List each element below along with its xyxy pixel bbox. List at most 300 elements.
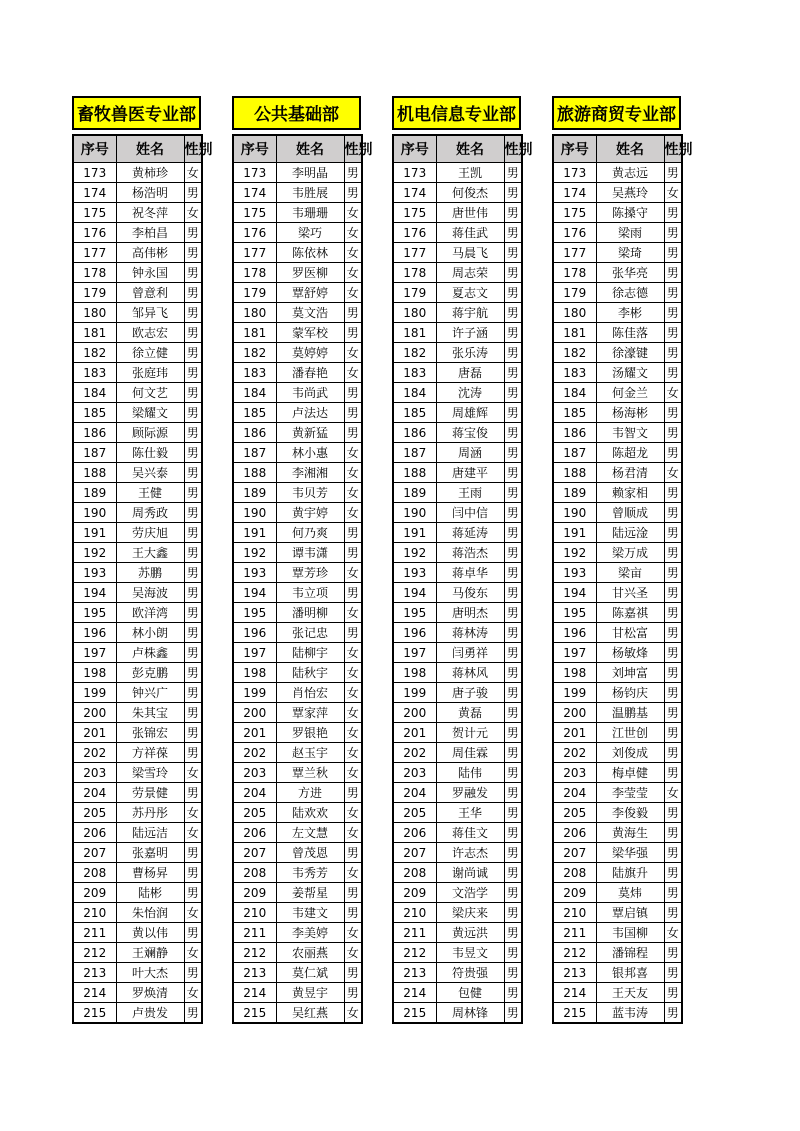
table-row — [233, 183, 362, 203]
table-row — [393, 223, 522, 243]
cell-name: 何乃爽 — [276, 523, 344, 543]
table-row — [233, 603, 362, 623]
cell-name: 夏志文 — [436, 283, 504, 303]
table-row — [553, 963, 682, 983]
table-row — [233, 763, 362, 783]
cell-name: 甘兴圣 — [596, 583, 664, 603]
table-row — [73, 183, 202, 203]
cell-gender: 男 — [504, 443, 522, 463]
cell-seq: 192 — [233, 543, 276, 563]
cell-gender: 男 — [664, 723, 682, 743]
cell-seq: 176 — [233, 223, 276, 243]
cell-seq: 204 — [233, 783, 276, 803]
table-row — [553, 703, 682, 723]
cell-name: 韦建文 — [276, 903, 344, 923]
cell-gender: 男 — [184, 783, 202, 803]
cell-seq: 207 — [553, 843, 596, 863]
dept-block-1 — [72, 96, 213, 1024]
cell-name: 陈嘉祺 — [596, 603, 664, 623]
cell-seq: 191 — [553, 523, 596, 543]
cell-gender: 男 — [664, 683, 682, 703]
cell-gender: 男 — [184, 323, 202, 343]
table-row — [73, 663, 202, 683]
table-row — [73, 463, 202, 483]
table-row — [553, 763, 682, 783]
cell-seq: 175 — [233, 203, 276, 223]
cell-name: 林小惠 — [276, 443, 344, 463]
cell-seq: 190 — [73, 503, 116, 523]
cell-gender: 男 — [184, 403, 202, 423]
cell-seq: 178 — [233, 263, 276, 283]
cell-seq: 204 — [73, 783, 116, 803]
cell-seq: 205 — [553, 803, 596, 823]
table-row — [73, 543, 202, 563]
table-row — [553, 263, 682, 283]
cell-name: 莫文浩 — [276, 303, 344, 323]
table-row — [393, 543, 522, 563]
cell-name: 梁巧 — [276, 223, 344, 243]
cell-name: 黄宇婷 — [276, 503, 344, 523]
cell-seq: 205 — [73, 803, 116, 823]
cell-name: 唐世伟 — [436, 203, 504, 223]
table-row — [393, 823, 522, 843]
cell-name: 杨钧庆 — [596, 683, 664, 703]
cell-name: 李湘湘 — [276, 463, 344, 483]
cell-name: 蒋卓华 — [436, 563, 504, 583]
cell-gender: 男 — [504, 503, 522, 523]
cell-seq: 184 — [73, 383, 116, 403]
cell-seq: 215 — [233, 1003, 276, 1024]
cell-name: 杨浩明 — [116, 183, 184, 203]
cell-name: 刘坤富 — [596, 663, 664, 683]
cell-gender: 男 — [344, 883, 362, 903]
cell-name: 唐子骏 — [436, 683, 504, 703]
cell-seq: 186 — [393, 423, 436, 443]
cell-gender: 男 — [504, 483, 522, 503]
table-row — [233, 823, 362, 843]
dept-title: 公共基础部 — [232, 96, 361, 130]
cell-seq: 177 — [233, 243, 276, 263]
cell-name: 卢法达 — [276, 403, 344, 423]
cell-gender: 男 — [664, 1003, 682, 1024]
table-row — [393, 203, 522, 223]
table-row — [73, 483, 202, 503]
cell-seq: 185 — [233, 403, 276, 423]
cell-gender: 男 — [344, 983, 362, 1003]
cell-gender: 女 — [344, 663, 362, 683]
table-row — [553, 283, 682, 303]
cell-name: 闫勇祥 — [436, 643, 504, 663]
table-row — [233, 363, 362, 383]
cell-seq: 181 — [553, 323, 596, 343]
cell-seq: 209 — [393, 883, 436, 903]
cell-seq: 182 — [233, 343, 276, 363]
table-row — [393, 183, 522, 203]
cell-seq: 208 — [553, 863, 596, 883]
cell-seq: 202 — [393, 743, 436, 763]
cell-seq: 191 — [233, 523, 276, 543]
cell-gender: 男 — [184, 503, 202, 523]
cell-seq: 183 — [393, 363, 436, 383]
cell-gender: 女 — [344, 643, 362, 663]
cell-seq: 193 — [393, 563, 436, 583]
table-row — [553, 523, 682, 543]
table-row — [393, 463, 522, 483]
table-row — [73, 203, 202, 223]
cell-name: 韦尚武 — [276, 383, 344, 403]
cell-seq: 198 — [233, 663, 276, 683]
cell-seq: 207 — [393, 843, 436, 863]
cell-name: 杨敏烽 — [596, 643, 664, 663]
table-row — [393, 303, 522, 323]
cell-seq: 198 — [553, 663, 596, 683]
cell-name: 李莹莹 — [596, 783, 664, 803]
cell-seq: 212 — [393, 943, 436, 963]
cell-seq: 205 — [233, 803, 276, 823]
table-row — [73, 703, 202, 723]
cell-gender: 女 — [344, 923, 362, 943]
cell-seq: 186 — [553, 423, 596, 443]
cell-seq: 199 — [233, 683, 276, 703]
cell-gender: 男 — [504, 563, 522, 583]
table-row — [73, 603, 202, 623]
header-seq: 序号 — [73, 135, 116, 163]
cell-name: 陈依林 — [276, 243, 344, 263]
cell-gender: 男 — [184, 383, 202, 403]
table-row — [393, 943, 522, 963]
table-row — [233, 483, 362, 503]
cell-name: 沈涛 — [436, 383, 504, 403]
cell-seq: 208 — [73, 863, 116, 883]
table-row — [553, 863, 682, 883]
cell-name: 杨君清 — [596, 463, 664, 483]
cell-name: 祝冬萍 — [116, 203, 184, 223]
table-row — [393, 283, 522, 303]
cell-seq: 182 — [393, 343, 436, 363]
cell-seq: 184 — [553, 383, 596, 403]
dept-title: 旅游商贸专业部 — [552, 96, 681, 130]
cell-name: 覃家萍 — [276, 703, 344, 723]
table-row — [393, 403, 522, 423]
cell-seq: 182 — [553, 343, 596, 363]
cell-name: 韦珊珊 — [276, 203, 344, 223]
table-row — [553, 363, 682, 383]
cell-name: 姜帮星 — [276, 883, 344, 903]
cell-gender: 女 — [344, 943, 362, 963]
cell-name: 王凯 — [436, 163, 504, 183]
cell-seq: 189 — [233, 483, 276, 503]
cell-seq: 183 — [233, 363, 276, 383]
cell-gender: 男 — [184, 463, 202, 483]
cell-name: 林小朗 — [116, 623, 184, 643]
cell-name: 覃舒婷 — [276, 283, 344, 303]
table-row — [73, 423, 202, 443]
cell-gender: 男 — [344, 903, 362, 923]
table-row — [553, 343, 682, 363]
cell-name: 银邦喜 — [596, 963, 664, 983]
header-name: 姓名 — [116, 135, 184, 163]
cell-seq: 207 — [233, 843, 276, 863]
table-row — [393, 503, 522, 523]
table-row — [233, 623, 362, 643]
header-gender: 性别 — [664, 135, 682, 163]
cell-seq: 195 — [73, 603, 116, 623]
cell-seq: 199 — [393, 683, 436, 703]
table-row — [553, 943, 682, 963]
cell-seq: 180 — [233, 303, 276, 323]
cell-gender: 男 — [184, 923, 202, 943]
cell-name: 劳景健 — [116, 783, 184, 803]
cell-seq: 201 — [553, 723, 596, 743]
table-row — [233, 303, 362, 323]
table-row — [233, 923, 362, 943]
cell-seq: 187 — [553, 443, 596, 463]
cell-seq: 202 — [553, 743, 596, 763]
table-row — [393, 803, 522, 823]
cell-name: 陈佳落 — [596, 323, 664, 343]
cell-seq: 176 — [73, 223, 116, 243]
dept-block-4 — [552, 96, 693, 1024]
cell-gender: 男 — [184, 223, 202, 243]
cell-seq: 179 — [73, 283, 116, 303]
cell-name: 莫婷婷 — [276, 343, 344, 363]
cell-gender: 男 — [504, 643, 522, 663]
cell-seq: 192 — [393, 543, 436, 563]
cell-gender: 女 — [344, 723, 362, 743]
cell-seq: 199 — [73, 683, 116, 703]
cell-name: 韦胜展 — [276, 183, 344, 203]
cell-name: 钟兴广 — [116, 683, 184, 703]
cell-seq: 185 — [393, 403, 436, 423]
table-row — [73, 383, 202, 403]
table-row — [553, 463, 682, 483]
cell-name: 韦昱文 — [436, 943, 504, 963]
cell-seq: 199 — [553, 683, 596, 703]
table-row — [73, 323, 202, 343]
table-row — [233, 843, 362, 863]
cell-seq: 178 — [73, 263, 116, 283]
cell-seq: 175 — [553, 203, 596, 223]
cell-seq: 174 — [73, 183, 116, 203]
cell-gender: 女 — [344, 703, 362, 723]
cell-gender: 女 — [664, 383, 682, 403]
cell-name: 陆彬 — [116, 883, 184, 903]
cell-name: 邹异飞 — [116, 303, 184, 323]
cell-name: 周雄辉 — [436, 403, 504, 423]
cell-seq: 189 — [553, 483, 596, 503]
cell-gender: 男 — [504, 963, 522, 983]
cell-gender: 男 — [504, 803, 522, 823]
table-row — [233, 223, 362, 243]
cell-seq: 192 — [73, 543, 116, 563]
cell-seq: 186 — [73, 423, 116, 443]
table-row — [553, 803, 682, 823]
cell-seq: 211 — [73, 923, 116, 943]
cell-gender: 男 — [664, 943, 682, 963]
cell-seq: 204 — [553, 783, 596, 803]
table-row — [553, 903, 682, 923]
cell-gender: 男 — [504, 683, 522, 703]
table-row — [73, 843, 202, 863]
cell-gender: 男 — [504, 703, 522, 723]
table-row — [393, 703, 522, 723]
cell-seq: 191 — [73, 523, 116, 543]
cell-seq: 209 — [233, 883, 276, 903]
cell-name: 左文慧 — [276, 823, 344, 843]
table-row — [393, 923, 522, 943]
table-row — [73, 523, 202, 543]
cell-gender: 男 — [344, 383, 362, 403]
cell-gender: 男 — [504, 363, 522, 383]
table-row — [553, 423, 682, 443]
cell-name: 吴燕玲 — [596, 183, 664, 203]
cell-gender: 男 — [664, 583, 682, 603]
cell-gender: 男 — [504, 843, 522, 863]
cell-name: 黄海生 — [596, 823, 664, 843]
cell-seq: 184 — [393, 383, 436, 403]
cell-gender: 男 — [344, 423, 362, 443]
cell-seq: 197 — [393, 643, 436, 663]
cell-name: 黄志远 — [596, 163, 664, 183]
table-row — [553, 403, 682, 423]
cell-seq: 195 — [553, 603, 596, 623]
cell-name: 韦贝芳 — [276, 483, 344, 503]
header-gender: 性别 — [344, 135, 362, 163]
cell-name: 蒋林涛 — [436, 623, 504, 643]
table-row — [233, 583, 362, 603]
cell-name: 许志杰 — [436, 843, 504, 863]
table-row — [73, 583, 202, 603]
cell-seq: 176 — [553, 223, 596, 243]
cell-gender: 女 — [344, 363, 362, 383]
cell-seq: 183 — [553, 363, 596, 383]
cell-name: 张乐涛 — [436, 343, 504, 363]
cell-gender: 男 — [184, 483, 202, 503]
cell-gender: 女 — [344, 563, 362, 583]
cell-gender: 男 — [504, 463, 522, 483]
table-row — [393, 243, 522, 263]
table-row — [233, 903, 362, 923]
cell-seq: 188 — [553, 463, 596, 483]
cell-seq: 211 — [553, 923, 596, 943]
cell-name: 李美婷 — [276, 923, 344, 943]
cell-seq: 173 — [553, 163, 596, 183]
cell-name: 王天友 — [596, 983, 664, 1003]
cell-gender: 男 — [344, 323, 362, 343]
table-row — [73, 743, 202, 763]
cell-seq: 200 — [233, 703, 276, 723]
table-row — [73, 803, 202, 823]
cell-name: 陆欢欢 — [276, 803, 344, 823]
cell-gender: 男 — [664, 823, 682, 843]
cell-gender: 男 — [504, 403, 522, 423]
cell-name: 王华 — [436, 803, 504, 823]
cell-gender: 女 — [184, 803, 202, 823]
cell-seq: 208 — [233, 863, 276, 883]
cell-gender: 男 — [664, 863, 682, 883]
cell-gender: 女 — [184, 203, 202, 223]
table-row — [73, 283, 202, 303]
cell-gender: 男 — [504, 423, 522, 443]
cell-name: 周志荣 — [436, 263, 504, 283]
cell-seq: 194 — [233, 583, 276, 603]
cell-gender: 男 — [504, 283, 522, 303]
cell-gender: 男 — [504, 203, 522, 223]
cell-name: 许子涵 — [436, 323, 504, 343]
table-row — [393, 883, 522, 903]
cell-seq: 208 — [393, 863, 436, 883]
cell-name: 方祥葆 — [116, 743, 184, 763]
cell-name: 谭韦潇 — [276, 543, 344, 563]
cell-name: 梁耀文 — [116, 403, 184, 423]
cell-name: 陈搡守 — [596, 203, 664, 223]
cell-gender: 男 — [344, 543, 362, 563]
cell-gender: 男 — [184, 443, 202, 463]
cell-name: 唐建平 — [436, 463, 504, 483]
cell-gender: 男 — [664, 603, 682, 623]
header-gender: 性别 — [504, 135, 522, 163]
table-row — [553, 323, 682, 343]
table-row — [393, 723, 522, 743]
table-row — [553, 223, 682, 243]
cell-seq: 174 — [393, 183, 436, 203]
cell-gender: 男 — [504, 603, 522, 623]
cell-gender: 男 — [504, 303, 522, 323]
cell-gender: 男 — [664, 483, 682, 503]
cell-name: 何文艺 — [116, 383, 184, 403]
cell-seq: 196 — [393, 623, 436, 643]
cell-name: 周佳霖 — [436, 743, 504, 763]
cell-seq: 212 — [233, 943, 276, 963]
cell-name: 文浩学 — [436, 883, 504, 903]
cell-name: 高伟彬 — [116, 243, 184, 263]
cell-gender: 男 — [504, 923, 522, 943]
cell-name: 王雨 — [436, 483, 504, 503]
cell-gender: 男 — [184, 883, 202, 903]
cell-name: 罗银艳 — [276, 723, 344, 743]
table-row — [553, 183, 682, 203]
table-row — [233, 163, 362, 183]
cell-seq: 202 — [73, 743, 116, 763]
table-row — [73, 643, 202, 663]
cell-gender: 男 — [504, 623, 522, 643]
cell-gender: 男 — [504, 323, 522, 343]
cell-name: 陆旗升 — [596, 863, 664, 883]
cell-gender: 男 — [184, 1003, 202, 1024]
table-row — [73, 903, 202, 923]
table-row — [393, 863, 522, 883]
cell-name: 覃芳珍 — [276, 563, 344, 583]
cell-gender: 女 — [344, 443, 362, 463]
cell-seq: 185 — [73, 403, 116, 423]
cell-seq: 193 — [233, 563, 276, 583]
table-row — [73, 723, 202, 743]
cell-seq: 181 — [73, 323, 116, 343]
cell-seq: 195 — [233, 603, 276, 623]
cell-gender: 男 — [184, 703, 202, 723]
cell-gender: 男 — [184, 663, 202, 683]
cell-gender: 男 — [664, 223, 682, 243]
cell-name: 肖怡宏 — [276, 683, 344, 703]
table-row — [233, 203, 362, 223]
cell-seq: 196 — [233, 623, 276, 643]
table-row — [73, 1003, 202, 1024]
cell-seq: 177 — [73, 243, 116, 263]
table-row — [393, 903, 522, 923]
roster-table — [392, 134, 533, 1024]
table-row — [73, 343, 202, 363]
cell-seq: 206 — [233, 823, 276, 843]
